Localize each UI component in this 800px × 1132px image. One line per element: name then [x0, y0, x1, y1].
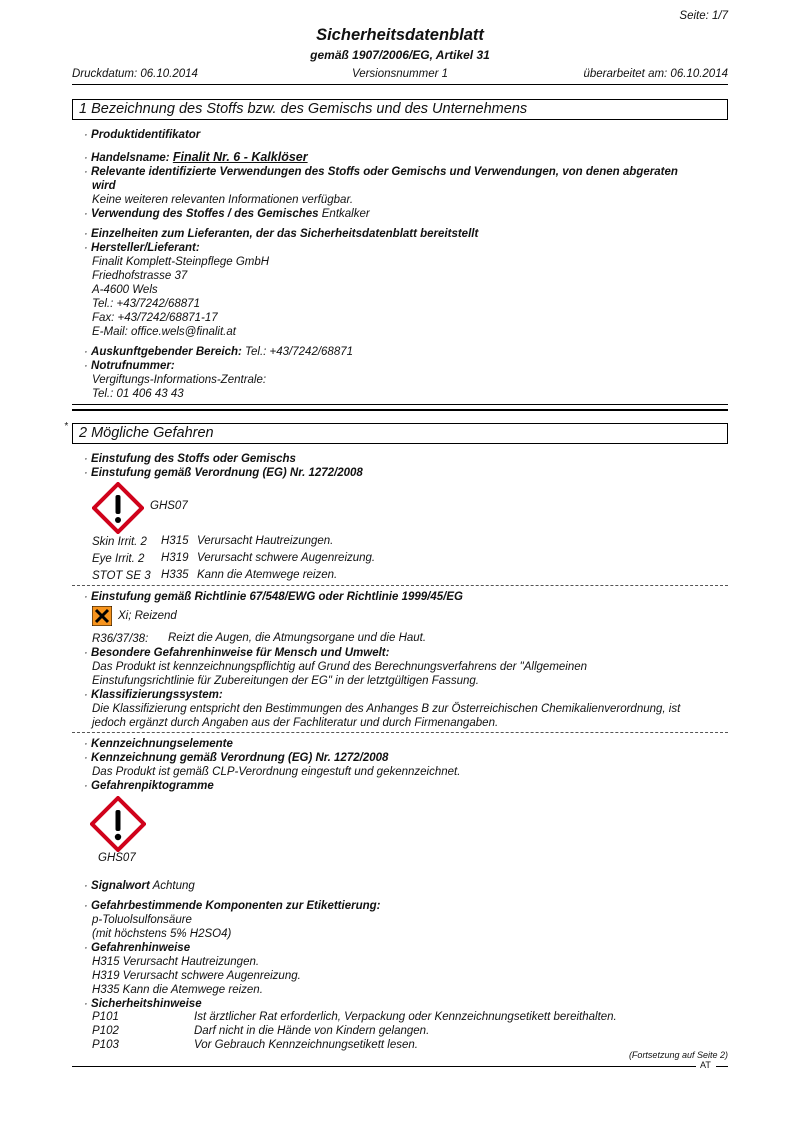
special-hazards-text: Das Produkt ist kennzeichnungspflichtig auf Grund des Berechnungsverfahrens der "Allgemeinen [92, 661, 588, 673]
document-subtitle: gemäß 1907/2006/EG, Artikel 31 [310, 48, 490, 62]
relevant-uses-label: · Relevante identifizierte Verwendungen des Stoffs oder Gemischs und Verwendungen, von denen abgeraten [84, 166, 678, 178]
p-code: P101 [92, 1011, 119, 1023]
components-label: · Gefahrbestimmende Komponenten zur Etikettierung: [84, 900, 381, 912]
dashed-divider [72, 732, 728, 733]
trade-name: · Handelsname: Finalit Nr. 6 - Kalklöser [84, 150, 308, 164]
p-text: Vor Gebrauch Kennzeichnungsetikett lesen. [194, 1039, 418, 1051]
xi-label: Xi; Reizend [118, 610, 177, 622]
ghs07-exclamation-icon [90, 796, 146, 852]
precautionary-label: · Sicherheitshinweise [84, 998, 202, 1010]
page-number: Seite: 1/7 [679, 10, 728, 22]
hazard-statement: H319 Verursacht schwere Augenreizung. [92, 970, 301, 982]
country-code: AT [700, 1060, 711, 1070]
footer-rule-end [716, 1066, 728, 1067]
hazard-text: Kann die Atemwege reizen. [197, 569, 338, 581]
signal-word: · Signalwort Achtung [84, 880, 195, 892]
hazard-text: Verursacht schwere Augenreizung. [197, 552, 376, 564]
relevant-uses-text: Keine weiteren relevanten Informationen verfügbar. [92, 194, 354, 206]
section-2-heading: 2 Mögliche Gefahren [72, 423, 728, 444]
address-line: Friedhofstrasse 37 [92, 270, 188, 282]
trade-name-value: Finalit Nr. 6 - Kalklöser [172, 150, 308, 164]
clp-classification-label: · Einstufung gemäß Verordnung (EG) Nr. 1272/2008 [84, 467, 363, 479]
version-number: Versionsnummer 1 [351, 68, 449, 80]
classification-system-text: jedoch ergänzt durch Angaben aus der Fachliteratur und durch Firmenangaben. [92, 717, 499, 729]
hazard-class: STOT SE 3 [92, 570, 151, 582]
header-rule [72, 84, 728, 85]
p-text: Darf nicht in die Hände von Kindern gelangen. [194, 1025, 430, 1037]
p-code: P102 [92, 1025, 119, 1037]
address-line: Finalit Komplett-Steinpflege GmbH [92, 256, 270, 268]
product-identifier: · Produktidentifikator [84, 129, 201, 141]
address-email: E-Mail: office.wels@finalit.at [92, 326, 236, 338]
dashed-divider [72, 585, 728, 586]
hazard-code: H315 [161, 535, 189, 547]
hazard-code: H335 [161, 569, 189, 581]
continuation-note: (Fortsetzung auf Seite 2) [628, 1050, 728, 1060]
document-title: Sicherheitsdatenblatt [316, 26, 484, 44]
ghs07-exclamation-icon [92, 482, 144, 534]
hazard-text: Verursacht Hautreizungen. [197, 535, 334, 547]
dsd-classification-label: · Einstufung gemäß Richtlinie 67/548/EWG oder Richtlinie 1999/45/EG [84, 591, 463, 603]
information-department: · Auskunftgebender Bereich: Tel.: +43/7242/68871 [84, 346, 354, 358]
revision-marker: * [64, 421, 68, 432]
hazard-class: Eye Irrit. 2 [92, 553, 145, 565]
print-date: Druckdatum: 06.10.2014 [72, 68, 198, 80]
p-code: P103 [92, 1039, 119, 1051]
pictograms-label: · Gefahrenpiktogramme [84, 780, 214, 792]
classification-label: · Einstufung des Stoffs oder Gemischs [84, 453, 296, 465]
special-hazards-label: · Besondere Gefahrenhinweise für Mensch und Umwelt: [84, 647, 390, 659]
label-clp-label: · Kennzeichnung gemäß Verordnung (EG) Nr. 1272/2008 [84, 752, 389, 764]
address-fax: Fax: +43/7242/68871-17 [92, 312, 218, 324]
xi-irritant-icon [92, 606, 112, 626]
p-text: Ist ärztlicher Rat erforderlich, Verpackung oder Kennzeichnungsetikett bereithalten. [194, 1011, 617, 1023]
r-code: R36/37/38: [92, 633, 149, 645]
component-item: (mit höchstens 5% H2SO4) [92, 928, 232, 940]
address-phone: Tel.: +43/7242/68871 [92, 298, 200, 310]
r-text: Reizt die Augen, die Atmungsorgane und die Haut. [168, 632, 427, 644]
special-hazards-text: Einstufungsrichtlinie für Zubereitungen der EG" in der letztgültigen Fassung. [92, 675, 479, 687]
label-elements-label: · Kennzeichnungselemente [84, 738, 233, 750]
supplier-details: · Einzelheiten zum Lieferanten, der das Sicherheitsdatenblatt bereitstellt [84, 228, 479, 240]
pictogram-code: GHS07 [98, 852, 136, 864]
hazard-class: Skin Irrit. 2 [92, 536, 147, 548]
emergency-phone: Tel.: 01 406 43 43 [92, 388, 184, 400]
emergency-line: Vergiftungs-Informations-Zentrale: [92, 374, 267, 386]
section-1-heading: 1 Bezeichnung des Stoffs bzw. des Gemischs und des Unternehmens [72, 99, 728, 120]
label-clp-text: Das Produkt ist gemäß CLP-Verordnung eingestuft und gekennzeichnet. [92, 766, 461, 778]
section-rule-thick [72, 409, 728, 411]
use-of-substance: · Verwendung des Stoffes / des Gemisches Entkalker [84, 208, 370, 220]
hazard-statement: H315 Verursacht Hautreizungen. [92, 956, 260, 968]
hazard-statements-label: · Gefahrenhinweise [84, 942, 191, 954]
emergency-label: · Notrufnummer: [84, 360, 175, 372]
hazard-code: H319 [161, 552, 189, 564]
component-item: p-Toluolsulfonsäure [92, 914, 192, 926]
hazard-statement: H335 Kann die Atemwege reizen. [92, 984, 263, 996]
footer-rule [72, 1066, 696, 1067]
revision-date: überarbeitet am: 06.10.2014 [583, 68, 728, 80]
classification-system-label: · Klassifizierungssystem: [84, 689, 223, 701]
manufacturer-label: · Hersteller/Lieferant: [84, 242, 200, 254]
relevant-uses-label-cont: wird [92, 180, 116, 192]
section-rule [72, 404, 728, 405]
address-line: A-4600 Wels [92, 284, 158, 296]
ghs-code: GHS07 [150, 500, 188, 512]
classification-system-text: Die Klassifizierung entspricht den Bestimmungen des Anhanges B zur Österreichischen Chemikalienverordnung, ist [92, 703, 681, 715]
